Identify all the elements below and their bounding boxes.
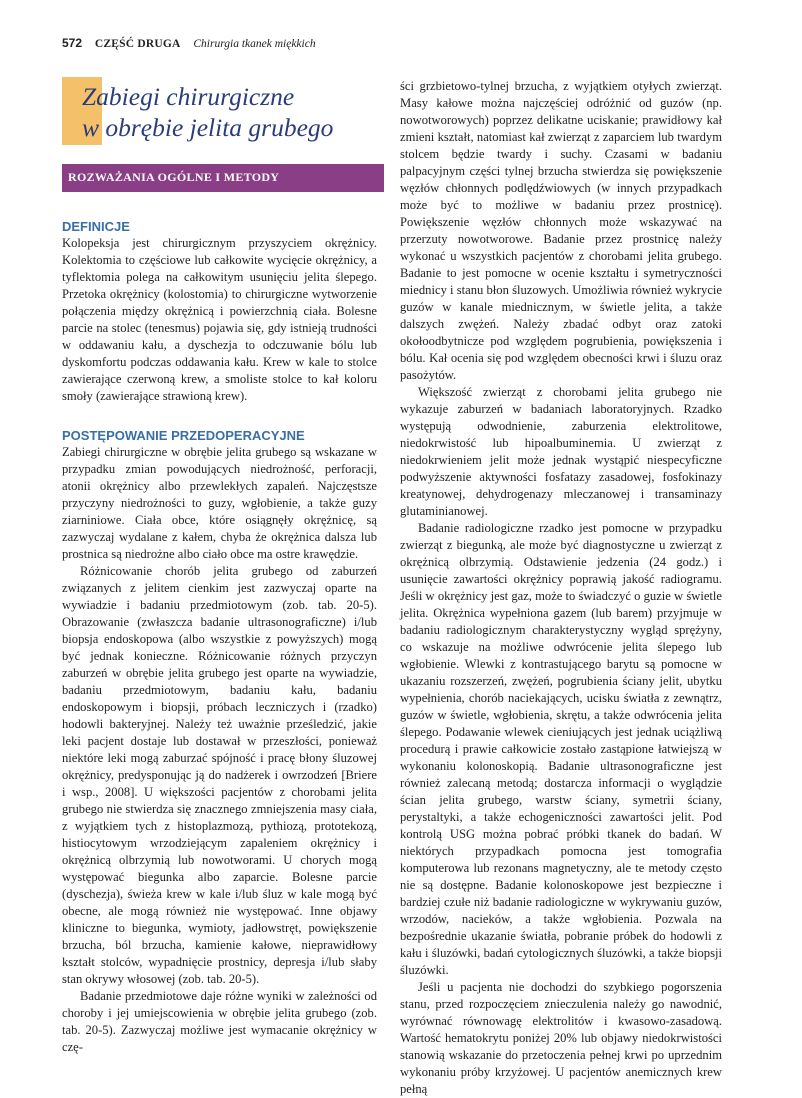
page-number: 572	[62, 36, 83, 50]
paragraph: Zabiegi chirurgiczne w obrębie jelita grubego są wskazane w przypadku zmian powodujących niedrożność, perforacji, atonii okrężnicy albo przewlekłych zapaleń. Najczęstsze przyczyny niedrożności to guzy, wgłobienie, a także guzy ziarniniowe. Ciała obce, które osiągnęły okrężnicę, są zazwyczaj wydalane z kałem, chyba że okrężnica dalsza lub prostnica są niedrożne albo ciało obce ma ostre krawędzie.	[62, 445, 377, 561]
paragraph: ści grzbietowo-tylnej brzucha, z wyjątkiem otyłych zwierząt. Masy kałowe można najczęściej odróżnić od guzów (np. nowotworowych) poprzez delikatne uciskanie; prawidłowy kał zmieni kształt, natomiast kał zwierząt z zaparciem lub twardym stolcem będzie twardy i suchy. Czasami w badaniu palpacyjnym części tylnej brzucha stwierdza się powiększenie węzłów chłonnych podlędźwiowych (w innych przypadkach może być to możliwe w badaniu przez prostnicę). Powiększenie węzłów chłonnych może wskazywać na przerzuty nowotworowe. Badanie przez prostnicę należy wykonać u wszystkich pacjentów z chorobami jelita grubego. Badanie to jest pomocne w ocenie kształtu i symetryczności miednicy i stanu błon śluzowych. Umożliwia również wykrycie guzów w kanale miednicznym, w świetle jelita, a także dalszych zwężeń. Należy zbadać odbyt oraz zatoki okołoodbytnicze pod względem pogrubienia, powiększenia i bólu. Kał ocenia się pod względem obecności krwi i śluzu oraz pasożytów.	[400, 79, 722, 382]
section-subtitle: Chirurgia tkanek miękkich	[193, 38, 316, 50]
paragraph: Badanie przedmiotowe daje różne wyniki w zależności od choroby i jej umiejscowienia w obrębie jelita grubego (zob. tab. 20-5). Zazwyczaj możliwe jest wymacanie okrężnicy w czę-	[62, 989, 377, 1054]
paragraph: Jeśli u pacjenta nie dochodzi do szybkiego pogorszenia stanu, przed rozpoczęciem znieczulenia należy go nawodnić, wyrównać równowagę elektrolitów i kwasowo-zasadową. Wartość hematokrytu poniżej 20% lub objawy niedokrwistości stanowią wskazanie do przetoczenia pełnej krwi po uprzednim wykonaniu próby krzyżowej. U pacjentów anemicznych krew pełną	[400, 980, 722, 1096]
paragraph: Badanie radiologiczne rzadko jest pomocne w przypadku zwierząt z biegunką, ale może być diagnostyczne u zwierząt z okrężnicą olbrzymią. Odstawienie jedzenia (24 godz.) i usunięcie zawartości okrężnicy poprawią jakość radiogramu. Jeśli w okrężnicy jest gaz, może to świadczyć o guzie w świetle jelita. Okrężnica wypełniona gazem (lub barem) przyjmuje w badaniu radiologicznym charakterystyczny wygląd sprężyny, co wskazuje na możliwe odwrócenie jelita ślepego lub wgłobienie. Wlewki z kontrastującego barytu są pomocne w ukazaniu rozszerzeń, zwężeń, pogrubienia ściany jelit, ubytku wypełnienia, chorób naciekających, ucisku światła z zewnątrz, guzów w świetle, wgłobienia, skrętu, a także odwrócenia jelita ślepego. Podawanie wlewek cieniujących jest jednak uciążliwą procedurą i prawie całkowicie zostało zastąpione łatwiejszą w wykonaniu kolonoskopią. Badanie ultrasonograficzne jest również zalecaną metodą; dostarcza informacji o wyglądzie ścian jelita grubego, warstw ściany, symetrii ściany, perystaltyki, a także echogeniczności zawartości jelit. Pod kontrolą USG można pobrać próbki tkanek do badań. W niektórych przypadkach pomocna jest tomografia komputerowa lub rezonans magnetyczny, ale te metody często nie są dostępne. Badanie kolonoskopowe jest bezpieczne i bardziej czułe niż badanie radiologiczne w wykrywaniu guzów, wrzodów, nacieków, a także wgłobienia. Pozwala na bezpośrednie ukazanie światła, pobranie próbek do hodowli z kału i śluzówki, badań cytologicznych śluzówki, a także biopsji śluzówki.	[400, 521, 722, 977]
left-column	[62, 210, 377, 1056]
chapter-title-line1: Zabiegi chirurgiczne	[82, 82, 295, 111]
running-header	[62, 36, 316, 50]
section-banner	[62, 164, 384, 192]
chapter-title	[82, 81, 333, 143]
definitions-paragraph: Kolopeksja jest chirurgicznym przyszyciem okrężnicy. Kolektomia to częściowe lub całkowite wycięcie okrężnicy, a tyflektomia polega na całkowitym usunięciu jelita ślepego. Przetoka okrężnicy (kolostomia) to chirurgiczne wytworzenie połączenia między okrężnicą i powierzchnią ciała. Bolesne parcie na stolec (tenesmus) pojawia się, gdy istnieją trudności w oddawaniu kału, a dyschezja to odczuwanie bólu lub dyskomfortu podczas oddawania kału. Krew w kale to stolce zawierające czerwoną krew, a smoliste stolce to kał koloru smoły (zawierające strawioną krew).	[62, 236, 377, 403]
definitions-heading: DEFINICJE	[62, 219, 130, 234]
part-label: CZĘŚĆ DRUGA	[94, 38, 181, 50]
paragraph: Większość zwierząt z chorobami jelita grubego nie wykazuje zaburzeń w badaniach laboratoryjnych. Rzadko występują odwodnienie, zaburzenia elektrolitowe, niedokrwistość lub hipoalbuminemia. U zwierząt z niedokrwieniem jelit może jednak wystąpić niespecyficzne podwyższenie aktywności fosfatazy zasadowej, fosfokinazy kreatynowej, dehydrogenazy mleczanowej i transaminazy glutaminianowej.	[400, 385, 722, 518]
chapter-title-line2: w obrębie jelita grubego	[82, 113, 334, 142]
chapter-title-block	[62, 77, 382, 145]
preop-heading: POSTĘPOWANIE PRZEDOPERACYJNE	[62, 428, 305, 443]
section-banner-label: ROZWAŻANIA OGÓLNE I METODY	[68, 170, 280, 184]
right-column	[400, 78, 722, 1098]
paragraph: Różnicowanie chorób jelita grubego od zaburzeń związanych z jelitem cienkim jest zazwyczaj oparte na wywiadzie i badaniu przedmiotowym (zob. tab. 20-5). Obrazowanie (zwłaszcza badanie ultrasonograficzne) i/lub biopsja endoskopowa (albo wszystkie z powyższych) mogą być jednak konieczne. Różnicowanie różnych przyczyn zaburzeń w obrębie jelita grubego jest oparte na wywiadzie, badaniu przedmiotowym, badaniu kału, badaniu endoskopowym i biopsji, próbach leczniczych i (rzadko) hodowli bakteryjnej. Należy też uważnie prześledzić, jakie leki pacjent dostaje lub dostawał w przeszłości, ponieważ niektóre leki mogą zaburzać spójność i pracę błony śluzowej okrężnicy, predysponując ją do nadżerek i owrzodzeń [Briere i wsp., 2008]. U większości pacjentów z chorobami jelita grubego nie stwierdza się znacznego zmniejszenia masy ciała, z wyjątkiem tych z histoplazmozą, pythiozą, prototekozą, histiocytowym wrzodziejącym zapaleniem okrężnicy i okrężnicą olbrzymią lub nowotworami. U chorych mogą występować biegunka albo zaparcie. Bolesne parcie (dyschezja), świeża krew w kale i/lub śluz w kale mogą być obecne, ale mogą również nie występować. Inne objawy kliniczne to biegunka, wymioty, jadłowstręt, powiększenie brzucha, ból brzucha, kamienie kałowe, nieprawidłowy kształt stolców, wypadnięcie prostnicy, depresja i/lub słaby stan okrywy włosowej (zob. tab. 20-5).	[62, 564, 377, 986]
